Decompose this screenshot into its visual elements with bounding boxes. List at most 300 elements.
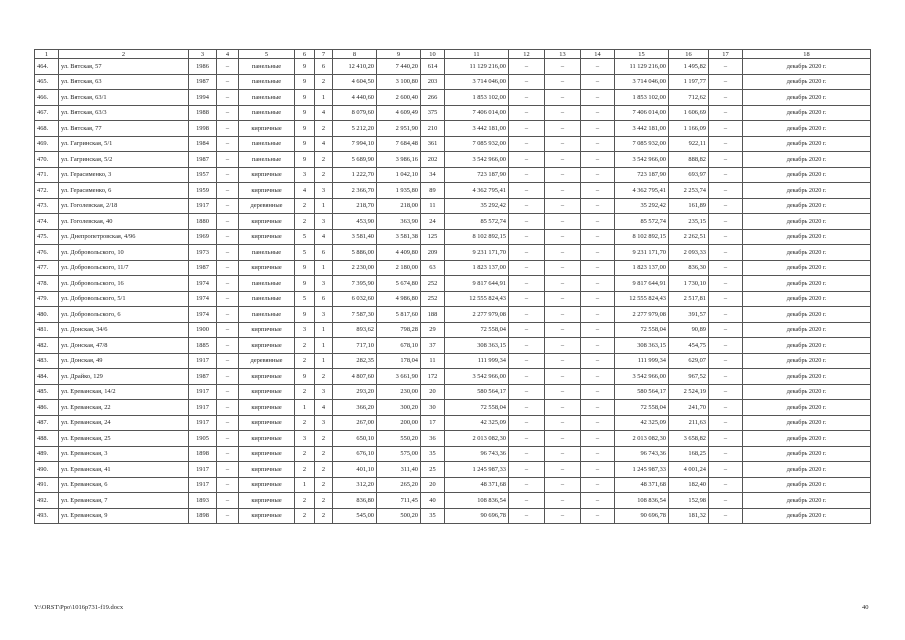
table-cell: – xyxy=(581,400,615,416)
table-cell: 4 362 795,41 xyxy=(615,183,669,199)
table-cell: 4 001,24 xyxy=(669,462,709,478)
table-cell: 203 xyxy=(421,74,445,90)
table-cell: – xyxy=(545,369,581,385)
table-cell: – xyxy=(217,105,239,121)
table-cell: – xyxy=(509,74,545,90)
table-cell: 72 558,04 xyxy=(445,400,509,416)
table-cell: 693,97 xyxy=(669,167,709,183)
table-cell: 1 935,80 xyxy=(377,183,421,199)
table-cell: 2 xyxy=(295,384,315,400)
table-cell: 161,89 xyxy=(669,198,709,214)
table-cell: 9 xyxy=(295,121,315,137)
table-cell: – xyxy=(217,245,239,261)
table-cell: 2 366,70 xyxy=(333,183,377,199)
table-cell: 111 999,34 xyxy=(445,353,509,369)
table-cell: – xyxy=(709,245,743,261)
table-cell: – xyxy=(581,307,615,323)
table-row xyxy=(35,446,871,462)
table-cell: декабрь 2020 г. xyxy=(743,462,871,478)
table-cell: 9 xyxy=(295,59,315,75)
table-cell: 474. xyxy=(35,214,59,230)
table-cell: 485. xyxy=(35,384,59,400)
table-cell: 2 xyxy=(295,338,315,354)
table-cell: 5 689,90 xyxy=(333,152,377,168)
column-header: 1 xyxy=(35,50,59,59)
table-cell: – xyxy=(581,508,615,524)
table-cell: ул. Вятская, 63/3 xyxy=(59,105,189,121)
table-cell: 108 836,54 xyxy=(445,493,509,509)
table-cell: ул. Вятская, 63/1 xyxy=(59,90,189,106)
table-cell: 3 542 966,00 xyxy=(445,369,509,385)
footer-file-path: Y:\ORST\Ppo\1016p731-f19.docx xyxy=(34,604,124,611)
table-cell: 629,07 xyxy=(669,353,709,369)
table-cell: 5 xyxy=(295,245,315,261)
table-cell: кирпичные xyxy=(239,229,295,245)
table-cell: ул. Гоголевская, 40 xyxy=(59,214,189,230)
table-cell: 168,25 xyxy=(669,446,709,462)
table-cell: декабрь 2020 г. xyxy=(743,245,871,261)
table-cell: – xyxy=(545,400,581,416)
table-cell: – xyxy=(217,90,239,106)
column-header: 11 xyxy=(445,50,509,59)
table-cell: ул. Вятская, 63 xyxy=(59,74,189,90)
table-cell: кирпичные xyxy=(239,400,295,416)
table-cell: 3 581,38 xyxy=(377,229,421,245)
table-cell: 210 xyxy=(421,121,445,137)
table-cell: – xyxy=(709,229,743,245)
table-cell: 2 230,00 xyxy=(333,260,377,276)
table-cell: 1917 xyxy=(189,400,217,416)
table-cell: 1 xyxy=(315,338,333,354)
table-cell: – xyxy=(545,431,581,447)
table-cell: – xyxy=(709,415,743,431)
table-cell: – xyxy=(217,415,239,431)
table-row xyxy=(35,493,871,509)
table-cell: 235,15 xyxy=(669,214,709,230)
table-cell: 9 xyxy=(295,74,315,90)
table-cell: 473. xyxy=(35,198,59,214)
table-cell: ул. Ереванская, 7 xyxy=(59,493,189,509)
table-cell: – xyxy=(709,198,743,214)
table-cell: – xyxy=(217,59,239,75)
table-cell: 63 xyxy=(421,260,445,276)
table-cell: 467. xyxy=(35,105,59,121)
table-cell: 3 658,82 xyxy=(669,431,709,447)
table-cell: 200,00 xyxy=(377,415,421,431)
table-cell: – xyxy=(217,276,239,292)
table-cell: ул. Герасименко, 3 xyxy=(59,167,189,183)
table-cell: 6 032,60 xyxy=(333,291,377,307)
table-row xyxy=(35,400,871,416)
table-cell: 3 714 046,00 xyxy=(615,74,669,90)
table-cell: 678,10 xyxy=(377,338,421,354)
table-cell: 7 440,20 xyxy=(377,59,421,75)
table-cell: 4 xyxy=(315,105,333,121)
column-header: 15 xyxy=(615,50,669,59)
document-sheet xyxy=(34,49,870,524)
table-cell: – xyxy=(709,105,743,121)
table-cell: 2 013 082,30 xyxy=(615,431,669,447)
table-cell: – xyxy=(581,353,615,369)
table-cell: – xyxy=(217,74,239,90)
table-cell: декабрь 2020 г. xyxy=(743,152,871,168)
table-cell: 9 231 171,70 xyxy=(615,245,669,261)
table-cell: декабрь 2020 г. xyxy=(743,307,871,323)
table-cell: декабрь 2020 г. xyxy=(743,291,871,307)
table-cell: 375 xyxy=(421,105,445,121)
table-cell: 366,20 xyxy=(333,400,377,416)
table-cell: 211,63 xyxy=(669,415,709,431)
table-cell: ул. Донская, 49 xyxy=(59,353,189,369)
column-header: 13 xyxy=(545,50,581,59)
table-row xyxy=(35,477,871,493)
table-cell: 172 xyxy=(421,369,445,385)
table-cell: 454,75 xyxy=(669,338,709,354)
table-cell: 1 853 102,00 xyxy=(445,90,509,106)
table-row xyxy=(35,136,871,152)
table-cell: 1 166,09 xyxy=(669,121,709,137)
table-cell: 3 xyxy=(295,322,315,338)
table-cell: – xyxy=(581,121,615,137)
table-cell: 90 696,78 xyxy=(615,508,669,524)
table-cell: – xyxy=(545,214,581,230)
table-row xyxy=(35,245,871,261)
table-cell: декабрь 2020 г. xyxy=(743,214,871,230)
table-cell: 17 xyxy=(421,415,445,431)
table-cell: – xyxy=(545,167,581,183)
table-cell: – xyxy=(709,291,743,307)
table-cell: – xyxy=(581,198,615,214)
table-cell: 2 600,40 xyxy=(377,90,421,106)
table-cell: 90 696,78 xyxy=(445,508,509,524)
table-cell: 178,04 xyxy=(377,353,421,369)
table-cell: 7 684,48 xyxy=(377,136,421,152)
table-cell: ул. Ереванская, 24 xyxy=(59,415,189,431)
table-cell: – xyxy=(709,384,743,400)
table-cell: 481. xyxy=(35,322,59,338)
table-cell: 2 xyxy=(295,214,315,230)
table-cell: 6 xyxy=(315,291,333,307)
table-cell: – xyxy=(709,477,743,493)
table-cell: 5 xyxy=(295,291,315,307)
table-cell: 5 817,60 xyxy=(377,307,421,323)
table-cell: 2 xyxy=(295,353,315,369)
table-cell: 1917 xyxy=(189,198,217,214)
table-cell: кирпичные xyxy=(239,508,295,524)
table-cell: 1893 xyxy=(189,493,217,509)
table-cell: – xyxy=(545,105,581,121)
table-cell: декабрь 2020 г. xyxy=(743,508,871,524)
table-cell: 1 245 987,33 xyxy=(445,462,509,478)
table-cell: кирпичные xyxy=(239,493,295,509)
table-cell: – xyxy=(545,353,581,369)
table-cell: – xyxy=(581,152,615,168)
table-cell: – xyxy=(545,462,581,478)
table-cell: 9 xyxy=(295,276,315,292)
table-cell: – xyxy=(581,90,615,106)
table-cell: – xyxy=(545,322,581,338)
table-cell: 1 197,77 xyxy=(669,74,709,90)
table-row xyxy=(35,291,871,307)
table-cell: 580 564,17 xyxy=(615,384,669,400)
table-cell: 1885 xyxy=(189,338,217,354)
table-cell: – xyxy=(545,477,581,493)
table-cell: декабрь 2020 г. xyxy=(743,229,871,245)
table-cell: 967,52 xyxy=(669,369,709,385)
table-cell: 1998 xyxy=(189,121,217,137)
table-cell: – xyxy=(545,291,581,307)
table-cell: – xyxy=(581,431,615,447)
table-cell: 1988 xyxy=(189,105,217,121)
table-cell: декабрь 2020 г. xyxy=(743,74,871,90)
table-cell: 12 555 824,43 xyxy=(615,291,669,307)
table-cell: 230,00 xyxy=(377,384,421,400)
table-cell: 580 564,17 xyxy=(445,384,509,400)
table-cell: 7 085 932,00 xyxy=(445,136,509,152)
table-cell: декабрь 2020 г. xyxy=(743,477,871,493)
table-cell: – xyxy=(581,369,615,385)
table-cell: 311,40 xyxy=(377,462,421,478)
table-cell: 2 xyxy=(315,167,333,183)
table-cell: 2 xyxy=(315,431,333,447)
table-cell: 1917 xyxy=(189,353,217,369)
table-cell: 9 xyxy=(295,105,315,121)
table-cell: 89 xyxy=(421,183,445,199)
table-cell: 125 xyxy=(421,229,445,245)
table-cell: 2 xyxy=(315,493,333,509)
table-cell: 1959 xyxy=(189,183,217,199)
table-cell: декабрь 2020 г. xyxy=(743,446,871,462)
table-cell: 922,11 xyxy=(669,136,709,152)
table-cell: кирпичные xyxy=(239,384,295,400)
table-cell: панельные xyxy=(239,90,295,106)
table-cell: 72 558,04 xyxy=(615,322,669,338)
table-cell: 9 xyxy=(295,152,315,168)
column-header: 9 xyxy=(377,50,421,59)
table-row xyxy=(35,152,871,168)
table-cell: 1 245 987,33 xyxy=(615,462,669,478)
table-cell: декабрь 2020 г. xyxy=(743,400,871,416)
table-row xyxy=(35,198,871,214)
table-cell: – xyxy=(581,136,615,152)
table-cell: – xyxy=(545,198,581,214)
table-cell: 487. xyxy=(35,415,59,431)
table-cell: 4 xyxy=(315,229,333,245)
table-cell: – xyxy=(545,245,581,261)
table-cell: 4 440,60 xyxy=(333,90,377,106)
table-cell: 3 100,80 xyxy=(377,74,421,90)
table-cell: 2 xyxy=(315,152,333,168)
table-cell: – xyxy=(709,90,743,106)
table-cell: 34 xyxy=(421,167,445,183)
column-header: 12 xyxy=(509,50,545,59)
table-cell: 1 222,70 xyxy=(333,167,377,183)
table-cell: 2 517,81 xyxy=(669,291,709,307)
table-cell: 1 606,69 xyxy=(669,105,709,121)
table-cell: – xyxy=(581,462,615,478)
table-cell: 2 277 979,08 xyxy=(445,307,509,323)
table-cell: кирпичные xyxy=(239,338,295,354)
table-cell: 5 212,20 xyxy=(333,121,377,137)
table-cell: 29 xyxy=(421,322,445,338)
column-header: 6 xyxy=(295,50,315,59)
table-cell: декабрь 2020 г. xyxy=(743,105,871,121)
table-cell: 293,20 xyxy=(333,384,377,400)
table-cell: 614 xyxy=(421,59,445,75)
table-cell: 888,82 xyxy=(669,152,709,168)
table-cell: 9 xyxy=(295,260,315,276)
table-cell: 475. xyxy=(35,229,59,245)
table-row xyxy=(35,74,871,90)
table-cell: ул. Днепропетровская, 4/96 xyxy=(59,229,189,245)
table-cell: 7 406 014,00 xyxy=(445,105,509,121)
table-cell: 218,00 xyxy=(377,198,421,214)
table-cell: 218,70 xyxy=(333,198,377,214)
table-cell: 1917 xyxy=(189,384,217,400)
table-cell: – xyxy=(581,415,615,431)
table-cell: 723 187,90 xyxy=(445,167,509,183)
table-cell: 1 xyxy=(295,477,315,493)
table-cell: – xyxy=(545,338,581,354)
table-cell: 8 102 892,15 xyxy=(445,229,509,245)
table-cell: – xyxy=(545,229,581,245)
table-cell: – xyxy=(509,477,545,493)
table-cell: – xyxy=(217,136,239,152)
table-cell: 1974 xyxy=(189,291,217,307)
table-cell: – xyxy=(509,105,545,121)
table-row xyxy=(35,338,871,354)
table-cell: – xyxy=(581,291,615,307)
table-cell: 108 836,54 xyxy=(615,493,669,509)
column-header: 5 xyxy=(239,50,295,59)
table-cell: 4 xyxy=(295,183,315,199)
table-cell: 3 xyxy=(295,167,315,183)
table-cell: 7 395,90 xyxy=(333,276,377,292)
table-cell: – xyxy=(581,338,615,354)
table-cell: – xyxy=(709,462,743,478)
table-cell: 6 xyxy=(315,245,333,261)
table-cell: 1 xyxy=(315,260,333,276)
table-cell: 4 xyxy=(315,136,333,152)
table-cell: 3 442 181,00 xyxy=(445,121,509,137)
table-cell: 72 558,04 xyxy=(445,322,509,338)
table-cell: 8 079,60 xyxy=(333,105,377,121)
table-cell: 712,62 xyxy=(669,90,709,106)
table-cell: 2 180,00 xyxy=(377,260,421,276)
table-cell: 492. xyxy=(35,493,59,509)
table-cell: 1974 xyxy=(189,276,217,292)
table-cell: 1987 xyxy=(189,369,217,385)
table-cell: – xyxy=(217,446,239,462)
table-cell: ул. Вятская, 77 xyxy=(59,121,189,137)
table-cell: 1905 xyxy=(189,431,217,447)
table-cell: – xyxy=(709,353,743,369)
table-cell: – xyxy=(545,183,581,199)
table-cell: ул. Гагринская, 5/1 xyxy=(59,136,189,152)
table-cell: – xyxy=(545,260,581,276)
table-cell: декабрь 2020 г. xyxy=(743,198,871,214)
table-cell: 2 xyxy=(315,462,333,478)
table-cell: – xyxy=(709,493,743,509)
table-cell: 1973 xyxy=(189,245,217,261)
table-cell: – xyxy=(709,446,743,462)
table-cell: 181,32 xyxy=(669,508,709,524)
table-cell: – xyxy=(545,446,581,462)
table-cell: 24 xyxy=(421,214,445,230)
table-cell: 5 674,80 xyxy=(377,276,421,292)
table-cell: 25 xyxy=(421,462,445,478)
table-cell: 453,90 xyxy=(333,214,377,230)
table-cell: – xyxy=(509,508,545,524)
table-cell: 1 853 102,00 xyxy=(615,90,669,106)
table-cell: 5 886,00 xyxy=(333,245,377,261)
table-cell: 478. xyxy=(35,276,59,292)
table-cell: декабрь 2020 г. xyxy=(743,276,871,292)
table-cell: 1917 xyxy=(189,477,217,493)
table-cell: 12 410,20 xyxy=(333,59,377,75)
table-cell: 4 807,60 xyxy=(333,369,377,385)
table-cell: – xyxy=(545,136,581,152)
table-cell: – xyxy=(581,276,615,292)
table-cell: ул. Добровольского, 5/1 xyxy=(59,291,189,307)
table-cell: 2 262,51 xyxy=(669,229,709,245)
table-cell: 575,00 xyxy=(377,446,421,462)
table-cell: кирпичные xyxy=(239,121,295,137)
table-cell: 300,20 xyxy=(377,400,421,416)
table-cell: 2 093,33 xyxy=(669,245,709,261)
table-cell: – xyxy=(217,322,239,338)
table-cell: 1986 xyxy=(189,59,217,75)
table-cell: – xyxy=(217,229,239,245)
table-cell: – xyxy=(709,183,743,199)
table-cell: 1 042,10 xyxy=(377,167,421,183)
table-cell: 1917 xyxy=(189,415,217,431)
table-cell: 11 xyxy=(421,198,445,214)
table-cell: – xyxy=(217,291,239,307)
table-cell: – xyxy=(581,229,615,245)
table-cell: 483. xyxy=(35,353,59,369)
table-cell: 3 542 966,00 xyxy=(445,152,509,168)
table-cell: – xyxy=(545,90,581,106)
table-cell: кирпичные xyxy=(239,183,295,199)
table-cell: – xyxy=(709,136,743,152)
table-cell: – xyxy=(509,152,545,168)
table-cell: 1 xyxy=(315,353,333,369)
table-cell: ул. Ереванская, 22 xyxy=(59,400,189,416)
table-cell: – xyxy=(545,121,581,137)
table-cell: 182,40 xyxy=(669,477,709,493)
table-cell: 188 xyxy=(421,307,445,323)
table-cell: 96 743,36 xyxy=(615,446,669,462)
table-cell: 85 572,74 xyxy=(615,214,669,230)
table-cell: декабрь 2020 г. xyxy=(743,322,871,338)
table-cell: декабрь 2020 г. xyxy=(743,353,871,369)
table-cell: ул. Ереванская, 9 xyxy=(59,508,189,524)
table-cell: ул. Ереванская, 6 xyxy=(59,477,189,493)
table-cell: – xyxy=(581,260,615,276)
table-cell: – xyxy=(709,59,743,75)
table-cell: – xyxy=(709,400,743,416)
table-cell: 468. xyxy=(35,121,59,137)
table-cell: 1917 xyxy=(189,462,217,478)
table-cell: 3 542 966,00 xyxy=(615,369,669,385)
table-cell: 2 xyxy=(315,121,333,137)
table-cell: 363,90 xyxy=(377,214,421,230)
table-cell: 1898 xyxy=(189,446,217,462)
table-cell: 11 129 216,00 xyxy=(445,59,509,75)
table-cell: 90,89 xyxy=(669,322,709,338)
table-cell: 1 xyxy=(315,198,333,214)
